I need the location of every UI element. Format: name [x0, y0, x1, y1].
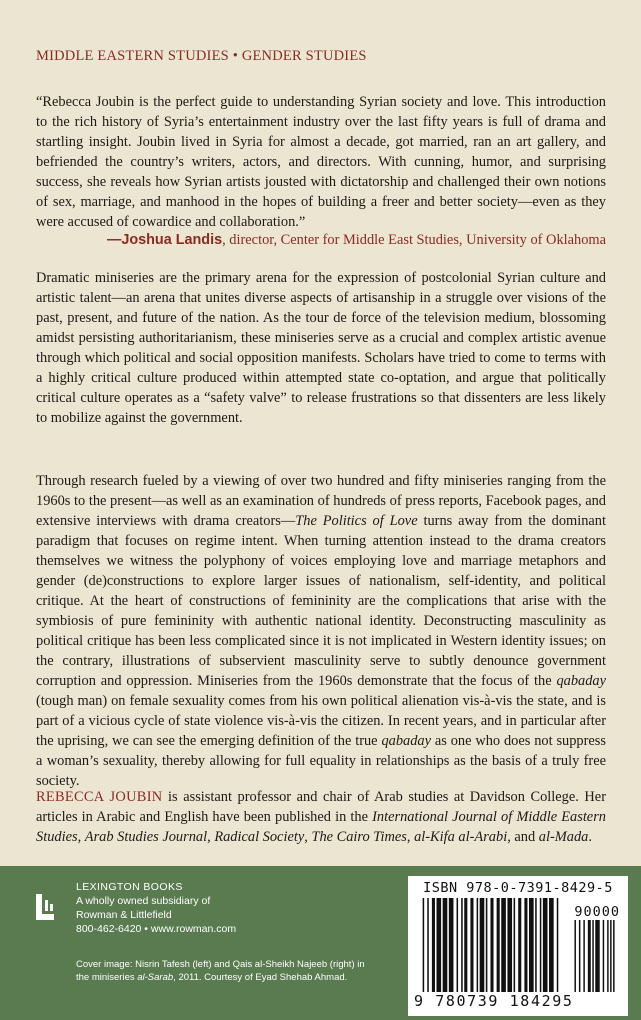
bio-sep-3: ,: [304, 829, 312, 845]
ean-bar: [524, 898, 527, 992]
journal-2: Arab Studies Journal: [84, 829, 208, 845]
addon-bar: [610, 920, 611, 992]
endorser-affiliation: , director, Center for Middle East Studies, University of Oklahoma: [222, 232, 606, 248]
ean-bar: [457, 898, 459, 992]
caption-text-a: Cover image: Nisrin Tafesh (left) and Qais al-Sheikh Najeeb (right) in the miniseries: [76, 959, 365, 983]
journal-6: al-Mada: [538, 829, 589, 845]
barcode-digits: 9 780739 184295: [414, 992, 574, 1010]
endorser-name: Joshua Landis: [121, 232, 223, 248]
endorser-dash: —: [106, 232, 122, 248]
para2-text-c: (tough man) on female sexuality comes from his own political alienation vis-à-vis the state, and is part of a vicious cycle of state violence vis-à-vis the citizen. In recent years, and in particular after the uprising, we can see the emerging definition of the true: [36, 693, 606, 749]
bio-end: .: [588, 829, 592, 845]
caption-work: al-Sarab: [137, 972, 174, 983]
addon-bar: [588, 920, 591, 992]
author-bio: [36, 787, 606, 847]
addon-bar: [595, 920, 599, 992]
isbn-number: ISBN 978-0-7391-8429-5: [423, 880, 613, 896]
addon-bar: [574, 920, 575, 992]
ean-bar: [437, 898, 442, 992]
ean-bar: [486, 898, 488, 992]
addon-barcode-bars: [570, 920, 622, 992]
bio-text-a: is assistant professor and chair of Arab studies at Davidson College. Her articles in Arabic and English have been published in the: [36, 789, 606, 825]
publisher-subsidiary: A wholly owned subsidiary of: [76, 895, 211, 907]
para2-text-a: Through research fueled by a viewing of over two hundred and fifty miniseries ranging from the 1960s to the present—as well as an examination of hundreds of press reports, Facebook pages, and extensive interviews with drama creators—: [36, 473, 606, 529]
ean-bar: [490, 898, 493, 992]
ean-bar: [540, 898, 542, 992]
ean-bar: [477, 898, 479, 992]
term-qabaday-2: qabaday: [381, 733, 431, 749]
ean-bar: [557, 898, 559, 992]
ean-bar: [464, 898, 467, 992]
addon-bar: [613, 920, 614, 992]
description-paragraph-2: [36, 471, 606, 791]
bio-sep-2: ,: [207, 829, 215, 845]
bio-sep-5: , and: [507, 829, 539, 845]
addon-bar: [583, 920, 584, 992]
publisher-name: LEXINGTON BOOKS: [76, 881, 183, 893]
addon-bar: [607, 920, 608, 992]
ean-bar: [507, 898, 512, 992]
term-qabaday-1: qabaday: [556, 673, 606, 689]
bio-sep-1: ,: [77, 829, 85, 845]
addon-bar: [579, 920, 580, 992]
ean-bar: [514, 898, 516, 992]
lexington-logo-icon: [36, 894, 58, 920]
book-title: The Politics of Love: [295, 513, 418, 529]
ean-bar: [518, 898, 521, 992]
description-paragraph-1: Dramatic miniseries are the primary arena for the expression of postcolonial Syrian culture and artistic talent—an arena that unites diverse aspects of artisanship in a struggle over visions of the past, present, and future of the nation. As the tour de force of the television medium, blossoming amidst persisting authoritarianism, these miniseries serve as a crucial and complex artistic avenue through which political and social opposition manifests. Scholars have tried to come to terms with a highly critical culture produced within attempted state co-optation, and argue that politically critical culture operates as a “safety valve” to release frustrations so that dissenters are less likely to mobilize against the government.: [36, 270, 606, 426]
caption-text-b: , 2011. Courtesy of Eyad Shehab Ahmad.: [173, 972, 348, 983]
ean-barcode-bars: [418, 898, 566, 992]
para2-text-d: as one who does not suppress a woman’s sexuality, thereby allowing for full equality in relationships as the basis of a truly free society.: [36, 733, 607, 789]
journal-1: International Journal of Middle Eastern Studies: [36, 809, 606, 845]
ean-bar: [432, 898, 435, 992]
ean-bar: [535, 898, 537, 992]
ean-bar: [480, 898, 485, 992]
addon-bar: [603, 920, 604, 992]
journal-5: al-Kifa al-Arabi: [414, 829, 508, 845]
quote-text: “Rebecca Joubin is the perfect guide to understanding Syrian society and love. This introduction to the rich history of Syria’s entertainment industry over the last fifty years is full of drama and startling insight. Joubin lived in Syria for almost a decade, got married, ran an art gallery, and befriended the country’s writers, actors, and directors. With cunning, humor, and surprising success, she reveals how Syrian artists jousted with dictatorship and challenged their own notions of sex, marriage, and manhood in the hopes of building a freer and better society—even as they were accused of cowardice and collaboration.”: [36, 94, 606, 230]
journal-4: The Cairo Times: [311, 829, 407, 845]
ean-bar: [443, 898, 448, 992]
ean-bar: [427, 898, 429, 992]
endorsement-quote: [36, 92, 606, 232]
ean-bar: [497, 898, 500, 992]
publisher-footer: [0, 866, 641, 1020]
para2-text-b: turns away from the dominant paradigm that focuses on regime intent. When turning attention instead to the drama creators themselves we witness the polyphony of voices employing love and marriage metaphors and gender (de)constructions to explore larger issues of nationalism, self-identity, and political critique. At the heart of constructions of femininity are the complications that arise with the symbiosis of pure femininity with authentic national identity. Deconstructing masculinity as political critique has been less complicated since it is not implicated in Western identity issues; on the contrary, illustrations of subservient masculinity serve to subtly denounce government corruption and oppression. Miniseries from the 1960s demonstrate that the focus of the: [36, 513, 607, 689]
ean-bar: [461, 898, 463, 992]
publisher-parent: Rowman & Littlefield: [76, 909, 172, 921]
author-name: REBECCA JOUBIN: [36, 789, 163, 805]
addon-bar: [592, 920, 593, 992]
ean-bar: [501, 898, 506, 992]
endorsement-attribution: [90, 230, 606, 250]
bio-sep-4: ,: [406, 829, 415, 845]
ean-bar: [543, 898, 548, 992]
journal-3: Radical Society: [214, 829, 305, 845]
ean-bar: [449, 898, 454, 992]
ean-bar: [529, 898, 534, 992]
barcode: [408, 876, 628, 1016]
ean-bar: [549, 898, 554, 992]
price-code: 90000: [574, 904, 620, 920]
cover-image-caption: [76, 958, 376, 984]
publisher-contact: 800-462-6420 • www.rowman.com: [76, 923, 237, 935]
category-label: MIDDLE EASTERN STUDIES • GENDER STUDIES: [36, 48, 367, 64]
publisher-info: [76, 880, 376, 936]
ean-bar: [423, 898, 425, 992]
ean-bar: [470, 898, 473, 992]
